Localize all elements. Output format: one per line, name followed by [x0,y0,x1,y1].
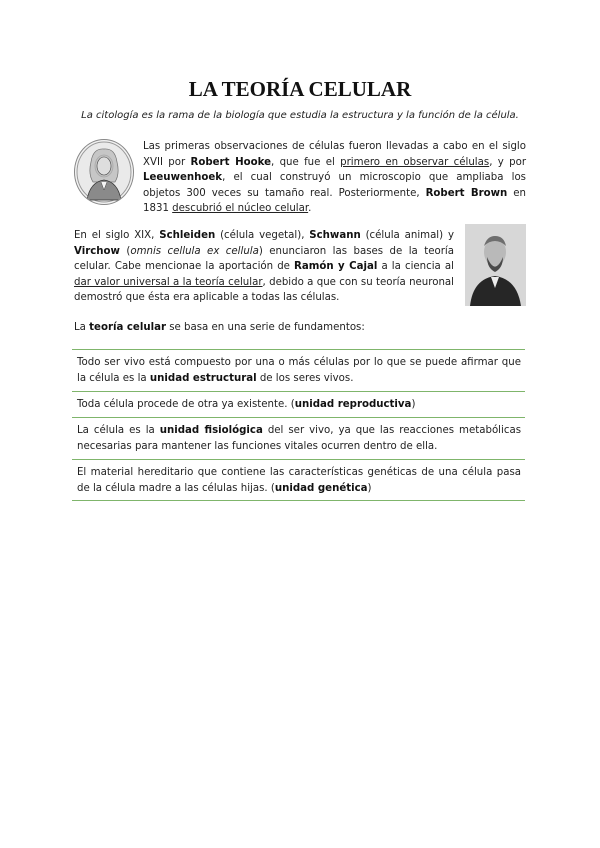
list-item: La célula es la unidad fisiológica del ser vivo, ya que las reacciones metabólicas necesarias para mantener las funciones vitales ocurren dentro de ella. [77,425,521,452]
divider-line [72,500,525,501]
divider-line [72,391,525,392]
schwann-name: Schwann [309,230,361,241]
bold-term: unidad fisiológica [159,425,263,436]
divider-line [72,459,525,460]
subtitle: La citología es la rama de la biología que estudia la estructura y la función de la célula. [81,110,519,121]
ramon-y-cajal-portrait-image [465,224,526,306]
leeuwenhoek-name: Leeuwenhoek [143,172,223,184]
schleiden-name: Schleiden [159,230,216,241]
list-item: Todo ser vivo está compuesto por una o más células por lo que se puede afirmar que la célula es la unidad estructural de los seres vivos. [77,357,521,384]
divider-line [72,417,525,418]
teoria-celular-term: teoría celular [89,322,166,333]
bold-term: unidad estructural [149,372,257,384]
page-title: LA TEORÍA CELULAR [188,77,412,101]
underlined-text: primero en observar células [340,156,490,168]
underlined-text: descubrió el núcleo celular [172,203,309,215]
robert-hooke-name: Robert Hooke [190,156,272,168]
divider-line [72,349,525,350]
underlined-text: dar valor universal a la teoría celular [74,276,263,288]
section1-paragraph: Las primeras observaciones de células fueron llevadas a cabo en el siglo XVII por Robert Hooke, que fue el primero en observar células, y por Leeuwenhoek, el cual construyó un microscopio que ampliaba los objetos 300 veces su tamaño real. Posteriormente, Robert Brown en 1831 descubrió el núcleo celular. [143,141,527,215]
latin-phrase: omnis cellula ex cellula [130,245,259,257]
ramon-y-cajal-name: Ramón y Cajal [294,261,378,273]
section2-paragraph: En el siglo XIX, Schleiden (célula vegetal), Schwann (célula animal) y Virchow (omnis cellula ex cellula) enunciaron las bases de la teoría celular. Cabe mencionae la aportación de Ramón y Cajal a la ciencia al dar valor universal a la teoría celular, debido a que con su teoría neuronal demostró que ésta era aplicable a todas las células. [74,230,454,304]
list-item: El material hereditario que contiene las características genéticas de una célula pasa de la célula madre a las células hijas. (unidad genética) [77,467,521,494]
virchow-name: Virchow [74,245,120,257]
hooke-portrait-image [74,139,134,205]
list-item: Toda célula procede de otra ya existente. (unidad reproductiva) [77,399,416,410]
robert-brown-name: Robert Brown [425,187,508,199]
fundamentals-intro: La teoría celular se basa en una serie de fundamentos: [74,322,365,333]
bold-term: unidad genética [274,482,368,494]
bold-term: unidad reproductiva [294,399,412,410]
